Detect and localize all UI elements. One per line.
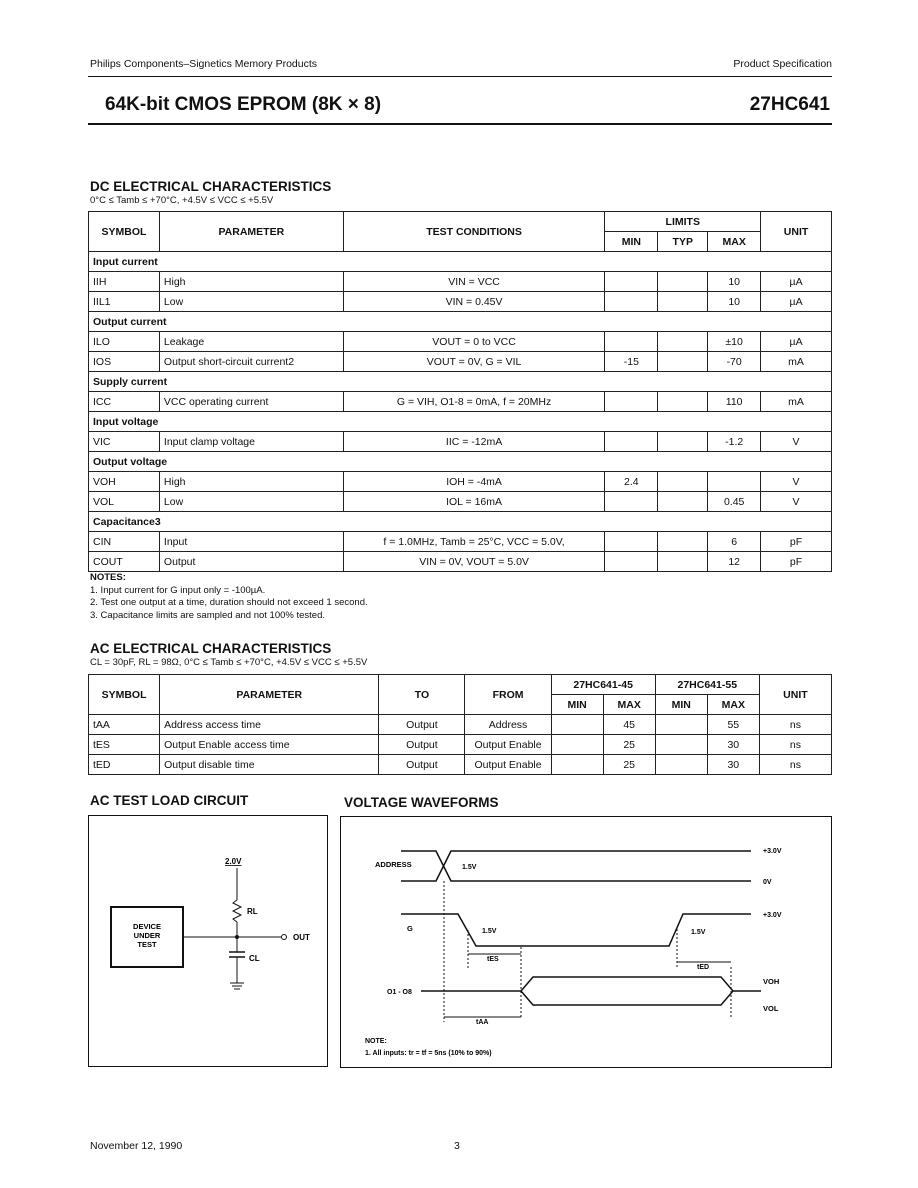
dc-cell-typ bbox=[658, 392, 708, 412]
dc-cell-typ bbox=[658, 272, 708, 292]
dc-col-symbol: SYMBOL bbox=[89, 212, 160, 252]
ac-cell-to: Output bbox=[379, 755, 465, 775]
ac-cell-to: Output bbox=[379, 735, 465, 755]
ac-cell-unit: ns bbox=[759, 735, 831, 755]
note-2: 2. Test one output at a time, duration should not exceed 1 second. bbox=[90, 597, 368, 608]
header-rule bbox=[88, 76, 832, 77]
dc-cell-test: VIN = 0.45V bbox=[343, 292, 605, 312]
out-label: OUT bbox=[293, 933, 310, 942]
dc-cell-unit: pF bbox=[761, 552, 832, 572]
ac-col-unit: UNIT bbox=[759, 675, 831, 715]
dc-cell-test: VIN = VCC bbox=[343, 272, 605, 292]
company-name: Philips Components–Signetics Memory Products bbox=[90, 58, 318, 70]
page-number: 3 bbox=[454, 1140, 460, 1152]
ac-col-to: TO bbox=[379, 675, 465, 715]
dc-cell-typ bbox=[658, 532, 708, 552]
dc-cell-unit: V bbox=[761, 432, 832, 452]
ac-cell-max2: 30 bbox=[707, 735, 759, 755]
dc-cell-unit: V bbox=[761, 472, 832, 492]
address-high-trace bbox=[401, 851, 751, 881]
dc-cell-min bbox=[605, 272, 658, 292]
ac-table-row bbox=[89, 715, 832, 735]
dc-group-label: Output current bbox=[89, 312, 832, 332]
dc-cell-symbol: ICC bbox=[89, 392, 160, 412]
address-threshold: 1.5V bbox=[462, 864, 477, 871]
dc-cell-symbol: VIC bbox=[89, 432, 160, 452]
ac-cell-from: Output Enable bbox=[465, 735, 551, 755]
ac-cell-min1 bbox=[551, 755, 603, 775]
rl-label: RL bbox=[247, 907, 258, 916]
taa-label: tAA bbox=[476, 1019, 489, 1026]
dc-cell-symbol: IIL1 bbox=[89, 292, 160, 312]
dc-col-parameter: PARAMETER bbox=[159, 212, 343, 252]
waveform-box bbox=[340, 816, 832, 1068]
dc-cell-parameter: Low bbox=[159, 292, 343, 312]
dc-cell-parameter: Input bbox=[159, 532, 343, 552]
dc-cell-typ bbox=[658, 432, 708, 452]
dc-table-row bbox=[89, 552, 832, 572]
dc-group-row bbox=[89, 512, 832, 532]
ac-cell-max1: 25 bbox=[603, 735, 655, 755]
dc-table-row bbox=[89, 392, 832, 412]
ac-col-group-45: 27HC641-45 bbox=[551, 675, 655, 695]
dc-cell-test: G = VIH, O1-8 = 0mA, f = 20MHz bbox=[343, 392, 605, 412]
footer-date: November 12, 1990 bbox=[90, 1140, 183, 1152]
dc-col-max: MAX bbox=[708, 232, 761, 252]
node-dot bbox=[235, 935, 239, 939]
g-threshold-rise: 1.5V bbox=[691, 929, 706, 936]
dc-table-row bbox=[89, 332, 832, 352]
dc-cell-symbol: IOS bbox=[89, 352, 160, 372]
notes-title: NOTES: bbox=[90, 572, 126, 583]
wave-heading: VOLTAGE WAVEFORMS bbox=[344, 795, 499, 810]
ac-table-row bbox=[89, 755, 832, 775]
dc-cell-parameter: Low bbox=[159, 492, 343, 512]
dc-cell-unit: mA bbox=[761, 352, 832, 372]
ac-cell-to: Output bbox=[379, 715, 465, 735]
dc-cell-max: -70 bbox=[708, 352, 761, 372]
ac-cell-min1 bbox=[551, 715, 603, 735]
dc-cell-min bbox=[605, 552, 658, 572]
dc-cell-parameter: VCC operating current bbox=[159, 392, 343, 412]
dc-cell-parameter: Output bbox=[159, 552, 343, 572]
dc-cell-min bbox=[605, 492, 658, 512]
dc-cell-max: 12 bbox=[708, 552, 761, 572]
dc-group-row bbox=[89, 372, 832, 392]
dc-group-label: Input voltage bbox=[89, 412, 832, 432]
ac-col-symbol: SYMBOL bbox=[89, 675, 160, 715]
dc-cell-symbol: ILO bbox=[89, 332, 160, 352]
ac-cell-min2 bbox=[655, 755, 707, 775]
ac-col-min-55: MIN bbox=[655, 695, 707, 715]
dc-cell-max: 10 bbox=[708, 292, 761, 312]
ac-cell-max2: 30 bbox=[707, 755, 759, 775]
device-label-2: UNDER bbox=[133, 931, 161, 940]
dc-cell-unit: µA bbox=[761, 272, 832, 292]
dc-cell-parameter: Leakage bbox=[159, 332, 343, 352]
dc-col-limits: LIMITS bbox=[605, 212, 761, 232]
ac-table bbox=[88, 674, 832, 775]
ac-cell-min2 bbox=[655, 715, 707, 735]
ac-cell-min2 bbox=[655, 735, 707, 755]
dc-cell-test: IIC = -12mA bbox=[343, 432, 605, 452]
g-threshold-fall: 1.5V bbox=[482, 928, 497, 935]
address-low-level: 0V bbox=[763, 879, 772, 886]
dc-notes bbox=[90, 572, 368, 622]
dc-cell-test: VOUT = 0 to VCC bbox=[343, 332, 605, 352]
dc-table-row bbox=[89, 492, 832, 512]
dc-cell-unit: pF bbox=[761, 532, 832, 552]
dc-cell-min bbox=[605, 292, 658, 312]
cl-label: CL bbox=[249, 954, 260, 963]
dc-group-label: Capacitance3 bbox=[89, 512, 832, 532]
dc-cell-min bbox=[605, 532, 658, 552]
dc-table-row bbox=[89, 472, 832, 492]
ted-label: tED bbox=[697, 964, 710, 971]
vol-label: VOL bbox=[763, 1004, 779, 1013]
g-high-level: +3.0V bbox=[763, 912, 782, 919]
dc-cell-typ bbox=[658, 352, 708, 372]
dc-cell-test: VOUT = 0V, G = VIL bbox=[343, 352, 605, 372]
dc-group-label: Supply current bbox=[89, 372, 832, 392]
tes-label: tES bbox=[487, 956, 499, 963]
dc-group-label: Input current bbox=[89, 252, 832, 272]
title-rule bbox=[88, 123, 832, 125]
dc-cell-parameter: High bbox=[159, 472, 343, 492]
ac-cell-max1: 45 bbox=[603, 715, 655, 735]
load-circuit-box bbox=[88, 815, 328, 1067]
dc-cell-symbol: COUT bbox=[89, 552, 160, 572]
dc-table-row bbox=[89, 292, 832, 312]
dc-cell-test: IOL = 16mA bbox=[343, 492, 605, 512]
dc-cell-max: -1.2 bbox=[708, 432, 761, 452]
ac-cell-parameter: Address access time bbox=[160, 715, 379, 735]
ac-table-row bbox=[89, 735, 832, 755]
dc-cell-typ bbox=[658, 492, 708, 512]
doc-type: Product Specification bbox=[733, 58, 832, 70]
dc-cell-typ bbox=[658, 472, 708, 492]
dc-heading: DC ELECTRICAL CHARACTERISTICS bbox=[90, 179, 332, 194]
note-3: 3. Capacitance limits are sampled and not 100% tested. bbox=[90, 609, 325, 621]
dc-cell-unit: µA bbox=[761, 332, 832, 352]
dc-group-row bbox=[89, 412, 832, 432]
dc-cell-symbol: VOH bbox=[89, 472, 160, 492]
ac-cell-max1: 25 bbox=[603, 755, 655, 775]
ac-cell-symbol: tED bbox=[89, 755, 160, 775]
load-heading: AC TEST LOAD CIRCUIT bbox=[90, 793, 249, 808]
dc-col-typ: TYP bbox=[658, 232, 708, 252]
g-label: G bbox=[407, 924, 413, 933]
ac-cell-from: Output Enable bbox=[465, 755, 551, 775]
waveform-diagram bbox=[341, 817, 831, 1067]
dc-cell-parameter: Output short-circuit current2 bbox=[159, 352, 343, 372]
dc-cell-unit: µA bbox=[761, 292, 832, 312]
dc-cell-min: -15 bbox=[605, 352, 658, 372]
supply-label: 2.0V bbox=[225, 857, 242, 866]
dc-group-label: Output voltage bbox=[89, 452, 832, 472]
dc-table-row bbox=[89, 432, 832, 452]
ac-col-from: FROM bbox=[465, 675, 551, 715]
ac-cell-symbol: tAA bbox=[89, 715, 160, 735]
dc-cell-symbol: IIH bbox=[89, 272, 160, 292]
ac-col-max-55: MAX bbox=[707, 695, 759, 715]
dc-cell-min: 2.4 bbox=[605, 472, 658, 492]
outputs-valid-trace bbox=[521, 977, 733, 1005]
ac-col-max-45: MAX bbox=[603, 695, 655, 715]
ac-heading: AC ELECTRICAL CHARACTERISTICS bbox=[90, 641, 332, 656]
dc-cell-parameter: High bbox=[159, 272, 343, 292]
ac-cell-parameter: Output disable time bbox=[160, 755, 379, 775]
voh-label: VOH bbox=[763, 977, 780, 986]
ac-conditions: CL = 30pF, RL = 98Ω, 0°C ≤ Tamb ≤ +70°C, +4.5V ≤ VCC ≤ +5.5V bbox=[90, 657, 368, 668]
address-low-trace bbox=[401, 851, 751, 881]
wave-note: 1. All inputs: tr = tf = 5ns (10% to 90%) bbox=[365, 1050, 492, 1057]
dc-cell-max: ±10 bbox=[708, 332, 761, 352]
outputs-label: O1 - O8 bbox=[387, 989, 412, 996]
ac-col-parameter: PARAMETER bbox=[160, 675, 379, 715]
dc-cell-test: f = 1.0MHz, Tamb = 25°C, VCC = 5.0V, bbox=[343, 532, 605, 552]
device-label-1: DEVICE bbox=[133, 922, 161, 931]
dc-cell-symbol: VOL bbox=[89, 492, 160, 512]
ac-cell-symbol: tES bbox=[89, 735, 160, 755]
dc-group-row bbox=[89, 452, 832, 472]
dc-group-row bbox=[89, 312, 832, 332]
dc-cell-max: 110 bbox=[708, 392, 761, 412]
dc-table bbox=[88, 211, 832, 572]
out-terminal bbox=[282, 935, 287, 940]
dc-cell-parameter: Input clamp voltage bbox=[159, 432, 343, 452]
resistor-icon bbox=[233, 900, 241, 922]
dc-cell-symbol: CIN bbox=[89, 532, 160, 552]
dc-table-row bbox=[89, 272, 832, 292]
dc-table-row bbox=[89, 352, 832, 372]
wave-note-title: NOTE: bbox=[365, 1038, 387, 1045]
part-number: 27HC641 bbox=[749, 94, 830, 115]
dc-cell-max: 6 bbox=[708, 532, 761, 552]
dc-cell-max bbox=[708, 472, 761, 492]
address-high-level: +3.0V bbox=[763, 848, 782, 855]
dc-cell-min bbox=[605, 432, 658, 452]
dc-cell-typ bbox=[658, 552, 708, 572]
dc-cell-test: VIN = 0V, VOUT = 5.0V bbox=[343, 552, 605, 572]
ac-cell-parameter: Output Enable access time bbox=[160, 735, 379, 755]
dc-cell-max: 10 bbox=[708, 272, 761, 292]
dc-col-unit: UNIT bbox=[761, 212, 832, 252]
dc-cell-typ bbox=[658, 332, 708, 352]
dc-cell-max: 0.45 bbox=[708, 492, 761, 512]
dc-col-test: TEST CONDITIONS bbox=[343, 212, 605, 252]
ac-cell-unit: ns bbox=[759, 715, 831, 735]
ac-col-group-55: 27HC641-55 bbox=[655, 675, 759, 695]
ac-cell-max2: 55 bbox=[707, 715, 759, 735]
dc-cell-min bbox=[605, 392, 658, 412]
ac-cell-min1 bbox=[551, 735, 603, 755]
dc-col-min: MIN bbox=[605, 232, 658, 252]
ac-col-min-45: MIN bbox=[551, 695, 603, 715]
address-label: ADDRESS bbox=[375, 860, 412, 869]
dc-cell-unit: mA bbox=[761, 392, 832, 412]
ac-cell-from: Address bbox=[465, 715, 551, 735]
dc-cell-unit: V bbox=[761, 492, 832, 512]
load-circuit-diagram bbox=[89, 816, 327, 1066]
page-title: 64K-bit CMOS EPROM (8K × 8) bbox=[105, 94, 382, 115]
dc-table-row bbox=[89, 532, 832, 552]
ac-cell-unit: ns bbox=[759, 755, 831, 775]
dc-cell-test: IOH = -4mA bbox=[343, 472, 605, 492]
dc-group-row bbox=[89, 252, 832, 272]
dc-cell-min bbox=[605, 332, 658, 352]
dc-cell-typ bbox=[658, 292, 708, 312]
note-1: 1. Input current for G input only = -100µA. bbox=[90, 584, 266, 596]
device-label-3: TEST bbox=[137, 940, 157, 949]
dc-conditions: 0°C ≤ Tamb ≤ +70°C, +4.5V ≤ VCC ≤ +5.5V bbox=[90, 195, 274, 206]
